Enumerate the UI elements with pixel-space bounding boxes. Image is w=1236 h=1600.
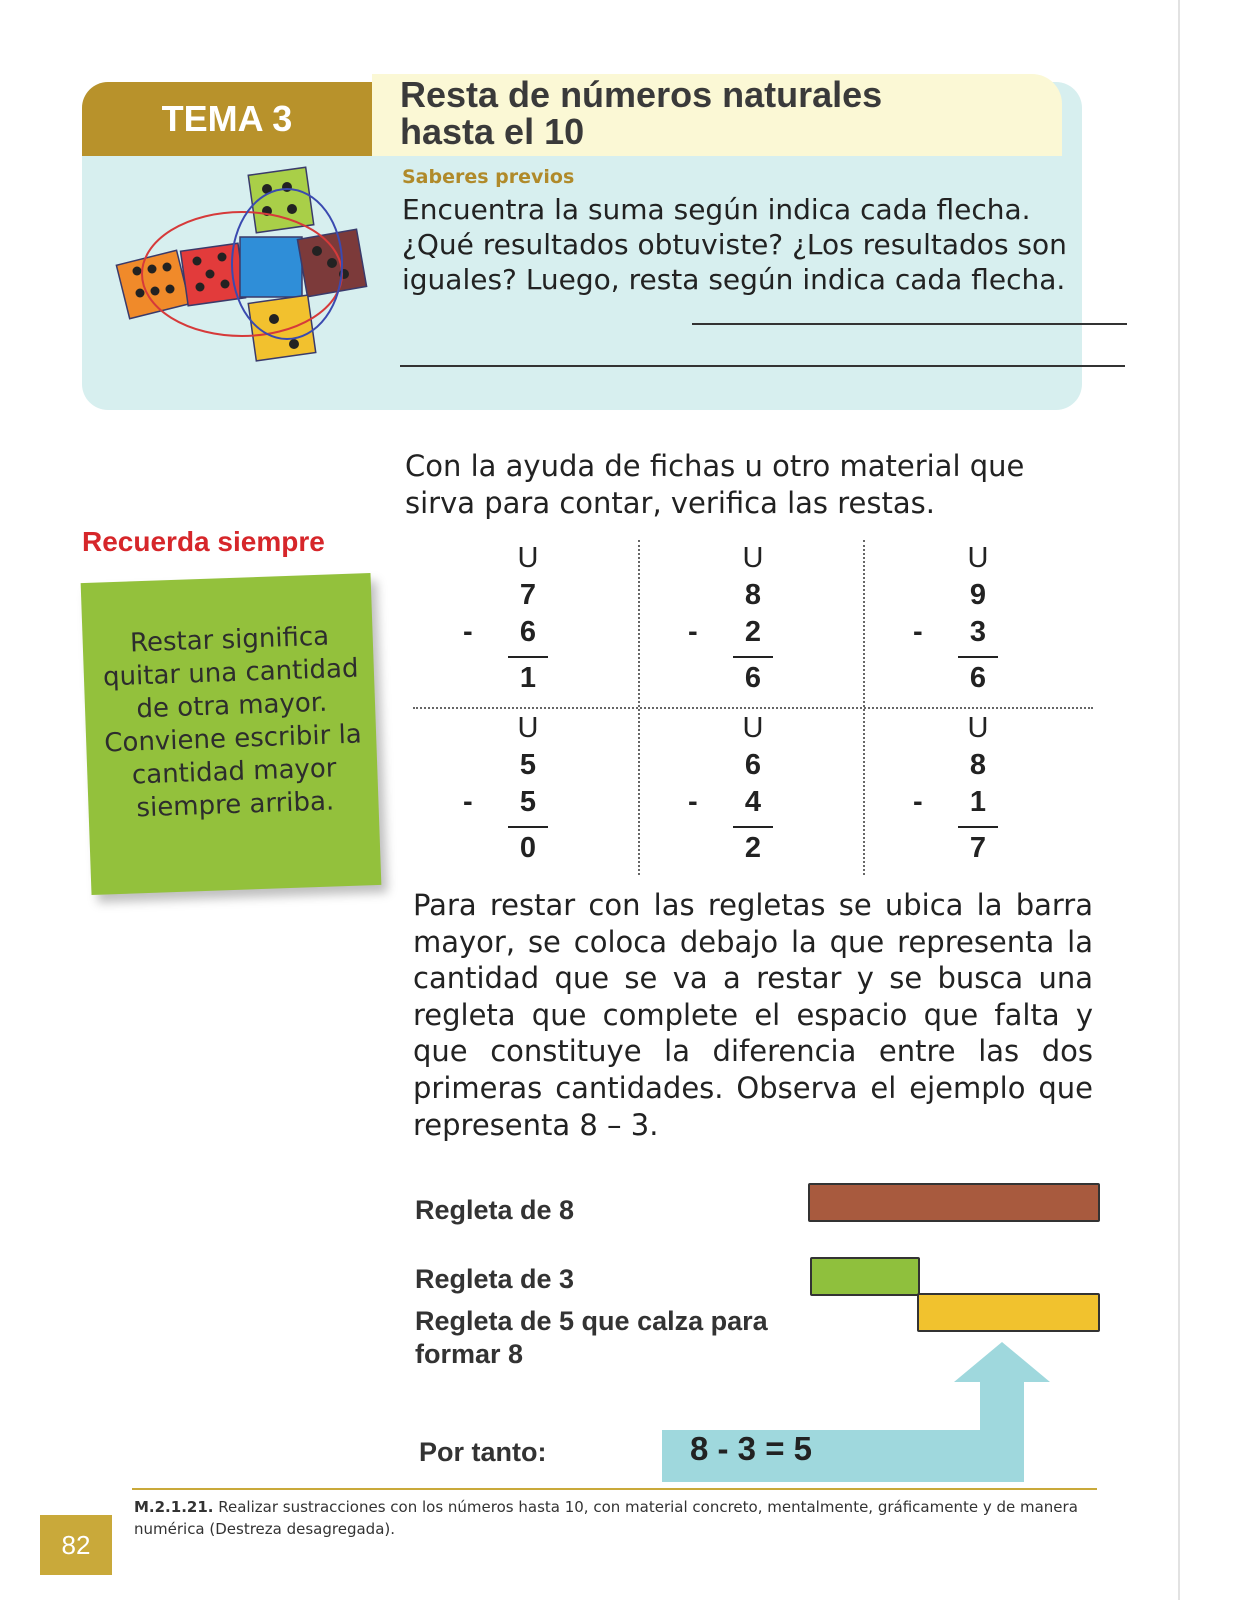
page-edge (1178, 0, 1180, 1600)
result-bar (958, 656, 998, 658)
regleta-5-bar (917, 1293, 1100, 1332)
unit-label: U (742, 542, 764, 574)
dice-net-illustration (112, 159, 372, 369)
footer-divider (132, 1488, 1097, 1490)
subtrahend: 2 (744, 616, 762, 648)
minuend: 5 (519, 749, 537, 781)
minus-sign: - (913, 616, 923, 648)
minus-sign: - (688, 616, 698, 648)
minuend: 6 (744, 749, 762, 781)
regleta-8-bar (808, 1183, 1100, 1222)
regleta-8-label: Regleta de 8 (415, 1195, 575, 1225)
subtraction-cell (863, 710, 1088, 870)
result-bar (958, 826, 998, 828)
subtraction-cell (413, 710, 638, 870)
minus-sign: - (463, 786, 473, 818)
title-line-1: Resta de números naturales (400, 74, 883, 115)
result: 6 (744, 662, 762, 694)
regletas-explanation: Para restar con las regletas se ubica la barra mayor, se coloca debajo la que representa la cantidad que se va a restar y se busca una regleta que complete el espacio que falta y que constituye la diferencia entre las dos primeras cantidades. Observa el ejemplo que representa 8 – 3. (413, 888, 1093, 1142)
answer-line-2[interactable] (400, 365, 1125, 367)
minus-sign: - (463, 616, 473, 648)
result: 7 (969, 832, 987, 864)
subtraction-grid (413, 540, 1093, 875)
saberes-previos-label: Saberes previos (402, 166, 575, 188)
minus-sign: - (913, 786, 923, 818)
por-tanto-label: Por tanto: (419, 1437, 547, 1467)
grid-divider (413, 707, 1093, 709)
subtrahend: 3 (969, 616, 987, 648)
tema-badge: TEMA 3 (82, 82, 372, 156)
sticky-note-text: Restar significa quitar una cantidad de otra mayor. Conviene escribir la cantidad mayor siempre arriba. (102, 621, 363, 824)
regleta-3-bar (810, 1257, 920, 1296)
subtraction-cell (413, 540, 638, 700)
instruction-text: Con la ayuda de fichas u otro material que sirva para contar, verifica las restas. (405, 449, 1025, 520)
minuend: 7 (519, 579, 537, 611)
subtrahend: 6 (519, 616, 537, 648)
regleta-5-label-line-2: formar 8 (415, 1339, 524, 1369)
result-bar (733, 656, 773, 658)
unit-label: U (967, 542, 989, 574)
result: 0 (519, 832, 537, 864)
page-title (400, 76, 1080, 150)
unit-label: U (967, 712, 989, 744)
result: 2 (744, 832, 762, 864)
minuend: 8 (744, 579, 762, 611)
regleta-5-label-line-1: Regleta de 5 que calza para (415, 1306, 768, 1336)
recuerda-title: Recuerda siempre (82, 526, 325, 557)
subtraction-cell (638, 710, 863, 870)
subtraction-cell (638, 540, 863, 700)
result: 6 (969, 662, 987, 694)
minuend: 8 (969, 749, 987, 781)
skill-description: Realizar sustracciones con los números hasta 10, con material concreto, mentalmente, gráficamente y de manera numérica (Destreza desagregada). (134, 1498, 1078, 1538)
unit-label: U (742, 712, 764, 744)
subtrahend: 5 (519, 786, 537, 818)
answer-line-1[interactable] (692, 323, 1127, 325)
skill-code: M.2.1.21. (134, 1498, 214, 1516)
minuend: 9 (969, 579, 987, 611)
result-bar (733, 826, 773, 828)
result: 1 (519, 662, 537, 694)
result-bar (508, 826, 548, 828)
regleta-3-label: Regleta de 3 (415, 1264, 575, 1294)
minus-sign: - (688, 786, 698, 818)
unit-label: U (517, 542, 539, 574)
unit-label: U (517, 712, 539, 744)
subtrahend: 1 (969, 786, 987, 818)
subtraction-cell (863, 540, 1088, 700)
page-number: 82 (40, 1515, 112, 1575)
footer-skill-text (134, 1496, 1099, 1540)
title-line-2: hasta el 10 (400, 111, 585, 152)
result-equation: 8 - 3 = 5 (690, 1430, 812, 1467)
header-box (82, 74, 1082, 410)
result-bar (508, 656, 548, 658)
intro-text: Encuentra la suma según indica cada flecha. ¿Qué resultados obtuviste? ¿Los resultados son iguales? Luego, resta según indica cada flecha. (402, 193, 1067, 296)
subtrahend: 4 (744, 786, 762, 818)
